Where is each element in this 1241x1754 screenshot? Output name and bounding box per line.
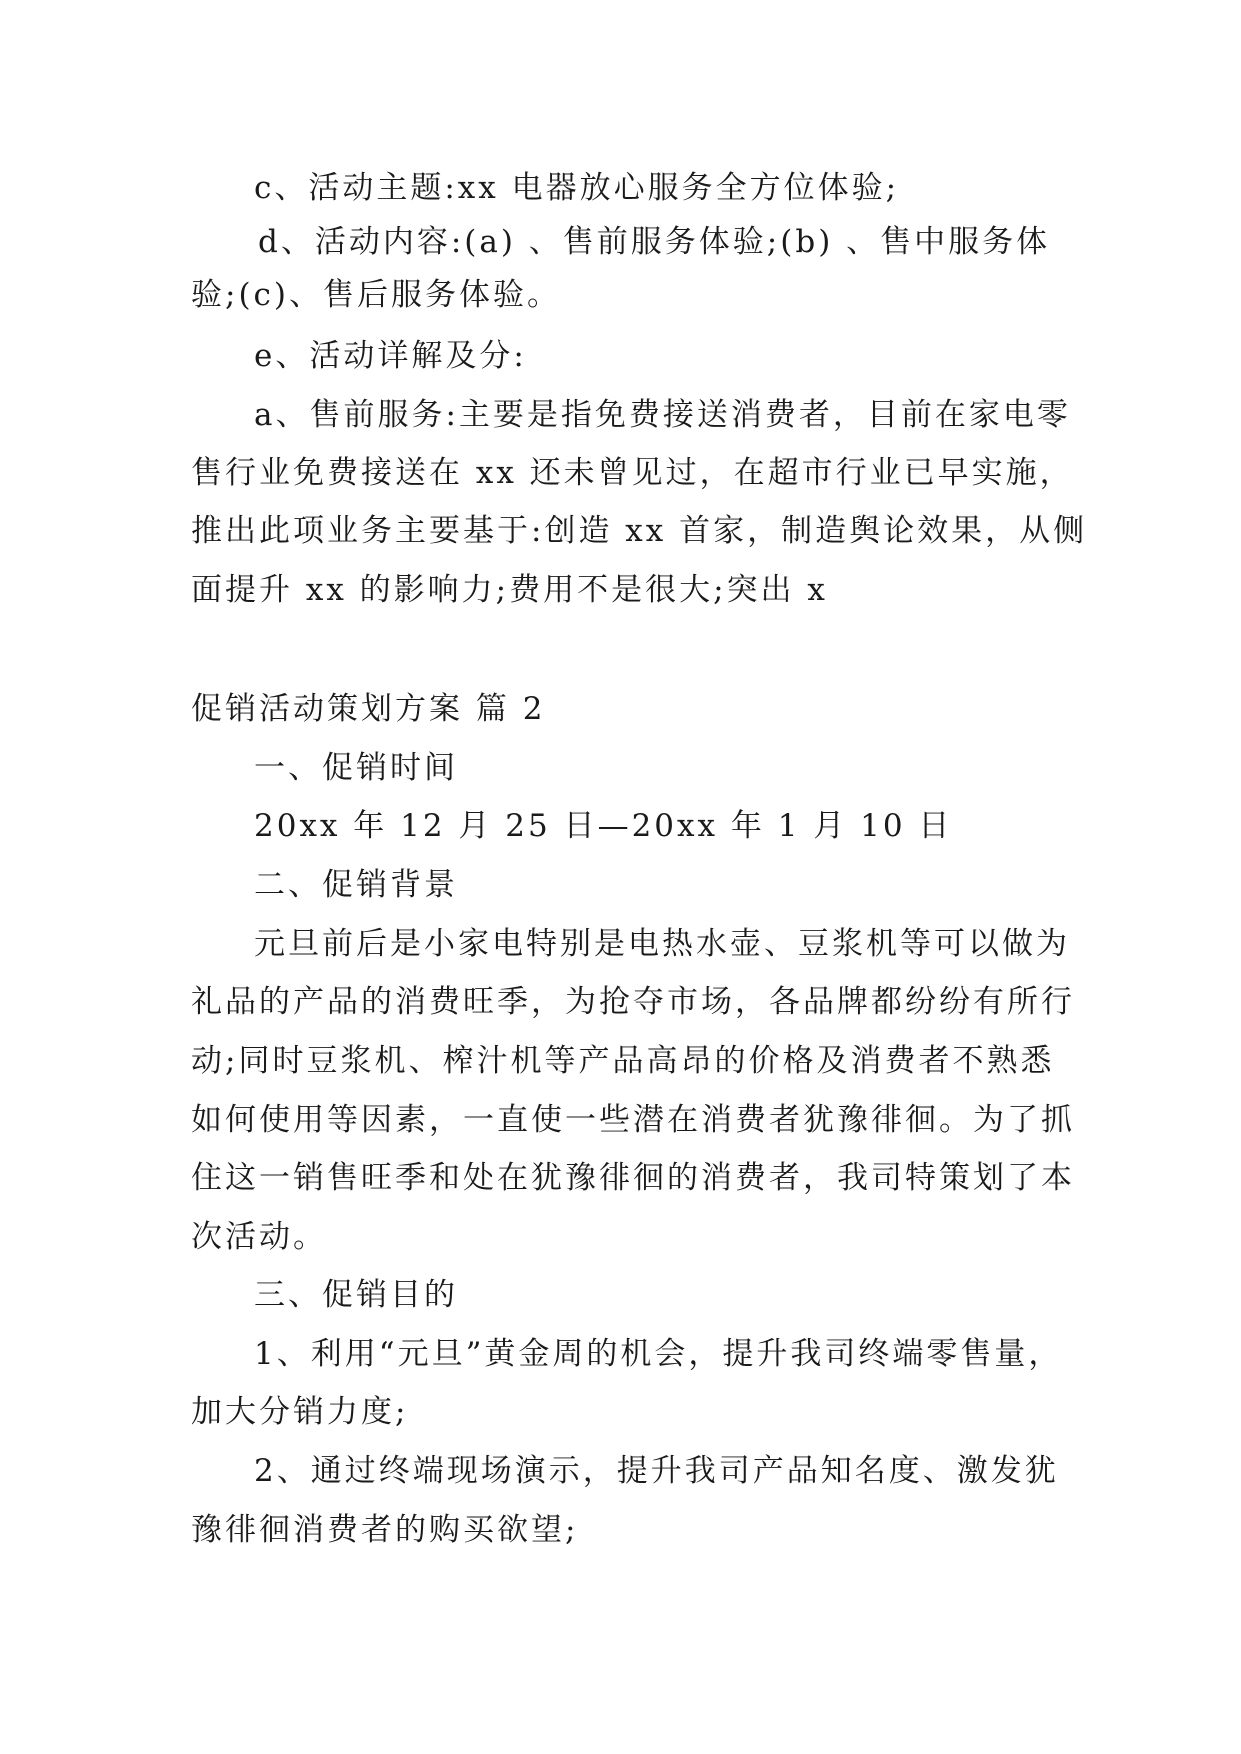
text-line: 1、利用“元旦”黄金周的机会，提升我司终端零售量， [254,1336,1063,1372]
text-line: 20xx 年 12 月 25 日—20xx 年 1 月 10 日 [254,808,953,844]
text-line: 一、促销时间 [254,750,458,786]
section-heading: 促销活动策划方案 篇 2 [191,691,546,727]
text-line: d、活动内容:(a) 、售前服务体验;(b) 、售中服务体 [258,224,1051,260]
text-line: 元旦前后是小家电特别是电热水壶、豆浆机等可以做为 [254,926,1070,962]
text-line: 动;同时豆浆机、榨汁机等产品高昂的价格及消费者不熟悉 [191,1043,1055,1079]
text-line: 面提升 xx 的影响力;费用不是很大;突出 x [191,572,828,608]
text-line: 售行业免费接送在 xx 还未曾见过，在超市行业已早实施， [191,455,1074,491]
text-line: 2、通过终端现场演示，提升我司产品知名度、激发犹 [254,1453,1059,1489]
text-line: 加大分销力度; [191,1394,409,1430]
text-line: c、活动主题:xx 电器放心服务全方位体验; [254,170,900,206]
text-line: 住这一销售旺季和处在犹豫徘徊的消费者，我司特策划了本 [191,1160,1075,1196]
text-line: 推出此项业务主要基于:创造 xx 首家，制造舆论效果，从侧 [191,513,1088,549]
text-line: 豫徘徊消费者的购买欲望; [191,1512,579,1548]
text-line: 二、促销背景 [254,867,458,903]
text-line: e、活动详解及分: [254,338,527,374]
text-line: 三、促销目的 [254,1277,458,1313]
text-line: 礼品的产品的消费旺季，为抢夺市场，各品牌都纷纷有所行 [191,984,1075,1020]
text-line: 如何使用等因素，一直使一些潜在消费者犹豫徘徊。为了抓 [191,1102,1075,1138]
text-line: 验;(c)、售后服务体验。 [191,277,561,313]
text-line: 次活动。 [191,1219,327,1255]
text-line: a、售前服务:主要是指免费接送消费者，目前在家电零 [254,397,1071,433]
